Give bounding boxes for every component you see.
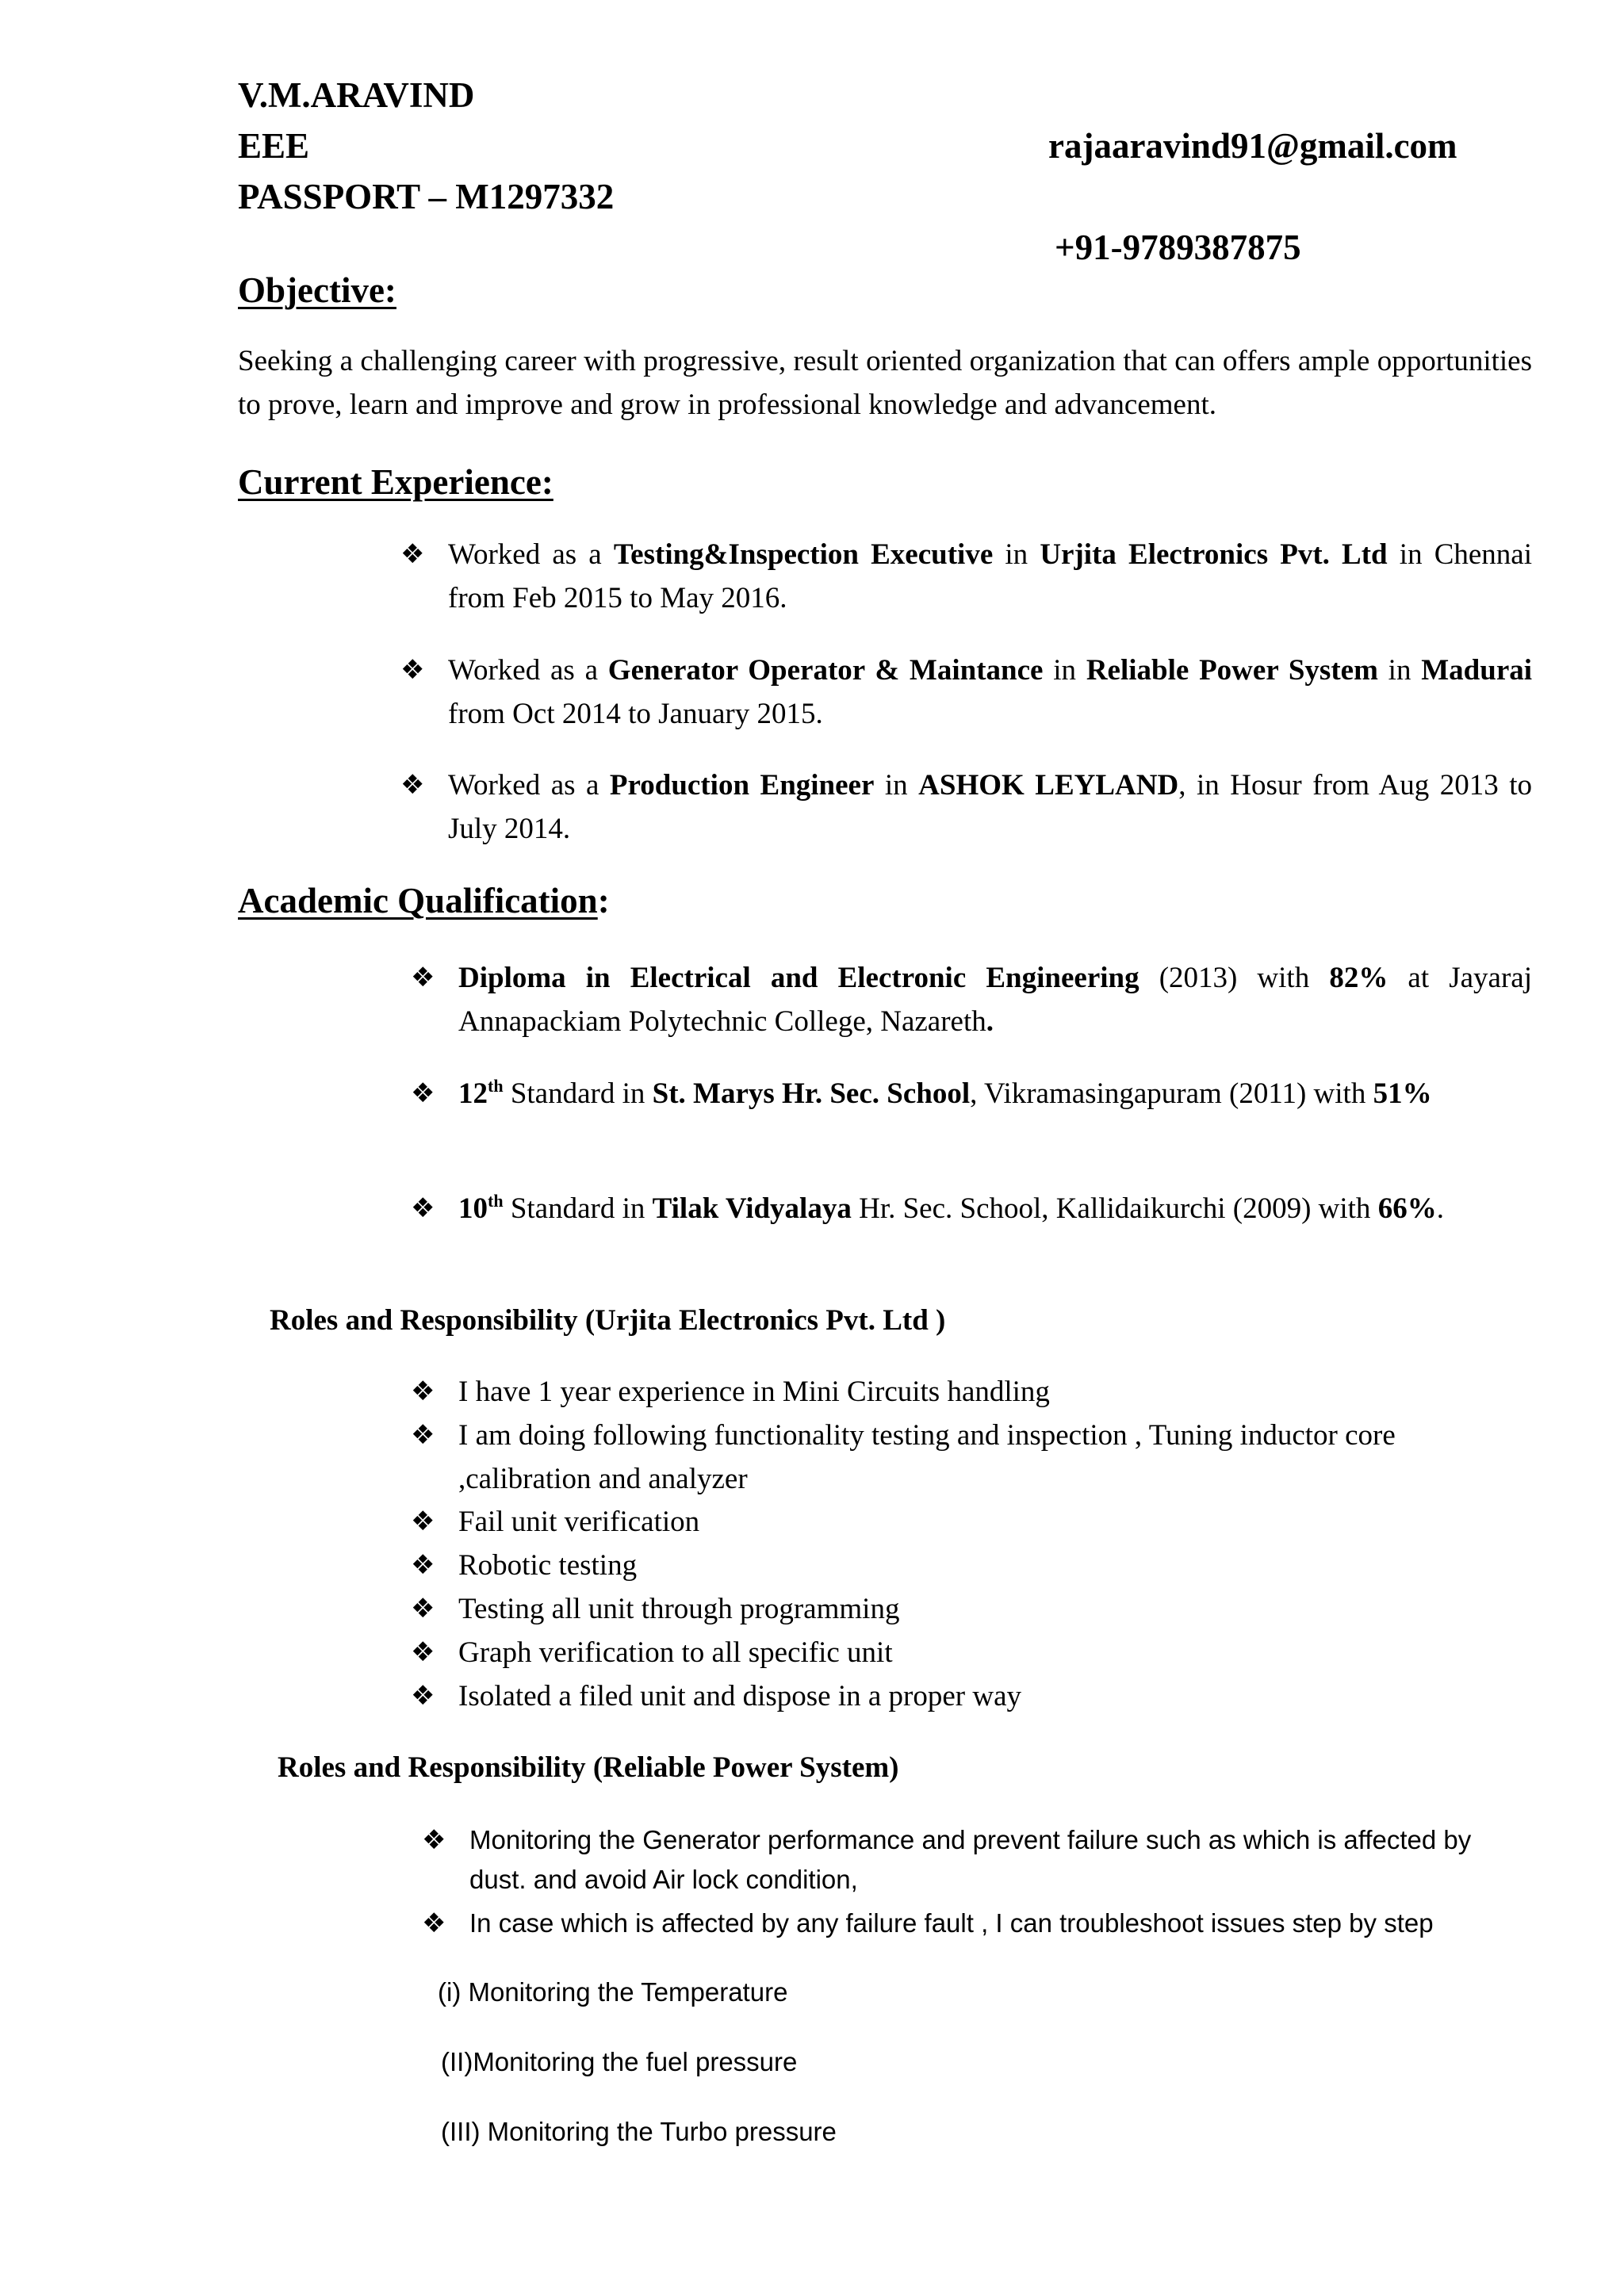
roles-urjita-item: ❖ I have 1 year experience in Mini Circuits handling	[411, 1370, 1532, 1414]
branch: EEE	[238, 126, 310, 166]
roles-urjita-item: ❖ Fail unit verification	[411, 1500, 1532, 1544]
roles-urjita-heading: Roles and Responsibility (Urjita Electronics Pvt. Ltd )	[270, 1304, 946, 1337]
diamond-bullet-icon: ❖	[411, 1077, 435, 1109]
diamond-bullet-icon: ❖	[400, 538, 425, 570]
diamond-bullet-icon: ❖	[411, 1593, 435, 1624]
phone: +91-9789387875	[1055, 228, 1301, 267]
experience-item: ❖ Worked as a Production Engineer in ASHOK LEYLAND, in Hosur from Aug 2013 to July 2014.	[400, 763, 1532, 851]
academic-item: ❖ Diploma in Electrical and Electronic Engineering (2013) with 82% at Jayaraj Annapackiam Polytechnic College, Nazareth.	[411, 956, 1532, 1043]
diamond-bullet-icon: ❖	[411, 1506, 435, 1537]
academic-item: ❖ 12th Standard in St. Marys Hr. Sec. School, Vikramasingapuram (2011) with 51%	[411, 1072, 1532, 1115]
diamond-bullet-icon: ❖	[400, 654, 425, 686]
passport: PASSPORT – M1297332	[238, 177, 615, 216]
diamond-bullet-icon: ❖	[422, 1824, 446, 1856]
experience-heading: Current Experience:	[238, 462, 553, 502]
monitoring-step: (i) Monitoring the Temperature	[438, 1977, 788, 2007]
diamond-bullet-icon: ❖	[411, 1549, 435, 1581]
objective-heading: Objective:	[238, 270, 396, 310]
email: rajaaravind91@gmail.com	[1048, 126, 1457, 166]
roles-reliable-item: ❖ Monitoring the Generator performance and prevent failure such as which is affected by dust. and avoid Air lock condition,	[422, 1820, 1532, 1900]
monitoring-step: (III) Monitoring the Turbo pressure	[441, 2117, 837, 2146]
roles-urjita-item: ❖ Testing all unit through programming	[411, 1587, 1532, 1631]
diamond-bullet-icon: ❖	[411, 1376, 435, 1407]
monitoring-step: (II)Monitoring the fuel pressure	[441, 2047, 798, 2076]
roles-urjita-item: ❖ I am doing following functionality testing and inspection , Tuning inductor core ,calibration and analyzer	[411, 1414, 1532, 1501]
diamond-bullet-icon: ❖	[411, 1192, 435, 1224]
diamond-bullet-icon: ❖	[400, 769, 425, 801]
diamond-bullet-icon: ❖	[411, 962, 435, 993]
diamond-bullet-icon: ❖	[422, 1908, 446, 1939]
candidate-name: V.M.ARAVIND	[238, 75, 475, 115]
roles-reliable-item: ❖ In case which is affected by any failure fault , I can troubleshoot issues step by step	[422, 1904, 1532, 1943]
roles-urjita-item: ❖ Isolated a filed unit and dispose in a proper way	[411, 1674, 1532, 1718]
roles-reliable-heading: Roles and Responsibility (Reliable Power System)	[278, 1751, 899, 1784]
diamond-bullet-icon: ❖	[411, 1419, 435, 1451]
experience-item: ❖ Worked as a Testing&Inspection Executive in Urjita Electronics Pvt. Ltd in Chennai from Feb 2015 to May 2016.	[400, 533, 1532, 620]
roles-urjita-item: ❖ Graph verification to all specific unit	[411, 1631, 1532, 1674]
experience-item: ❖ Worked as a Generator Operator & Maintance in Reliable Power System in Madurai from Oct 2014 to January 2015.	[400, 649, 1532, 736]
academic-item: ❖ 10th Standard in Tilak Vidyalaya Hr. Sec. School, Kallidaikurchi (2009) with 66%.	[411, 1187, 1532, 1230]
academic-heading: Academic Qualification:	[238, 881, 610, 920]
roles-urjita-item: ❖ Robotic testing	[411, 1544, 1532, 1587]
objective-text: Seeking a challenging career with progressive, result oriented organization that can offers ample opportunities to prove, learn and improve and grow in professional knowledge and advancement.	[238, 345, 1532, 421]
diamond-bullet-icon: ❖	[411, 1636, 435, 1668]
diamond-bullet-icon: ❖	[411, 1680, 435, 1712]
